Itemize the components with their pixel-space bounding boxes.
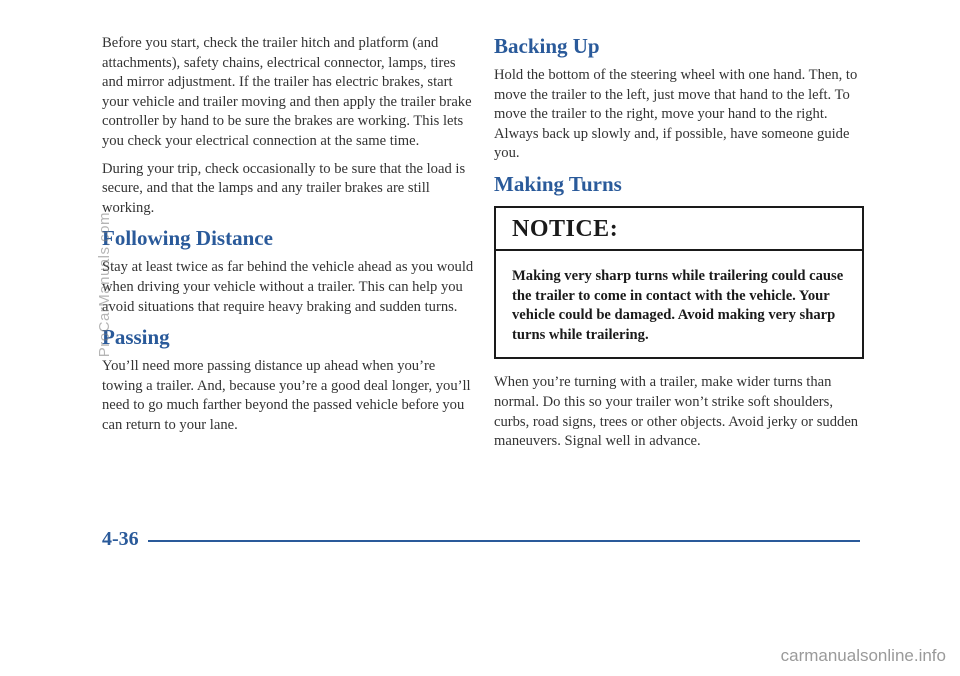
page-number: 4-36: [102, 528, 139, 550]
notice-box: [494, 206, 864, 359]
notice-title: NOTICE:: [496, 208, 862, 251]
page-footer: [102, 528, 860, 550]
left-column: [102, 34, 474, 444]
paragraph-during-trip: During your trip, check occasionally to be sure that the load is secure, and that the lamps and any trailer brakes are still working.: [102, 160, 466, 216]
right-column: [494, 34, 866, 460]
paragraph-making-turns: When you’re turning with a trailer, make wider turns than normal. Do this so your trailer won’t strike soft shoulders, curbs, road signs, trees or other objects. Avoid jerky or sudden maneuvers. Signal well in advance.: [494, 374, 859, 450]
paragraph-pre-trip-check: Before you start, check the trailer hitch and platform (and attachments), safety chains, electrical connector, lamps, tires and mirror adjustment. If the trailer has electric brakes, start your vehicle and trailer moving and then apply the trailer brake controller by hand to be sure the brakes are working. This lets you check your electrical connection at the same time.: [102, 35, 472, 149]
paragraph-following-distance: Stay at least twice as far behind the vehicle ahead as you would when driving your vehicle without a trailer. This can help you avoid situations that require heavy braking and sudden turns.: [102, 259, 474, 315]
paragraph-backing-up: Hold the bottom of the steering wheel with one hand. Then, to move the trailer to the left, just move that hand to the left. To move the trailer to the right, move your hand to the right. Always back up slowly and, if possible, have someone guide you.: [494, 67, 858, 162]
paragraph-passing: You’ll need more passing distance up ahead when you’re towing a trailer. And, because you’re a good deal longer, you’ll need to go much farther beyond the passed vehicle before you can return to your lane.: [102, 358, 471, 433]
bottom-watermark: carmanualsonline.info: [780, 646, 946, 665]
heading-making-turns: Making Turns: [494, 171, 622, 196]
side-watermark: ProCarManuals.com: [96, 212, 113, 358]
heading-passing: Passing: [102, 325, 170, 350]
heading-following-distance: Following Distance: [102, 226, 273, 251]
footer-rule: [148, 540, 860, 542]
notice-text: Making very sharp turns while trailering could cause the trailer to come in contact with the vehicle. Your vehicle could be damaged. Avoid making very sharp turns while trailering.: [512, 267, 844, 343]
heading-backing-up: Backing Up: [494, 34, 600, 58]
